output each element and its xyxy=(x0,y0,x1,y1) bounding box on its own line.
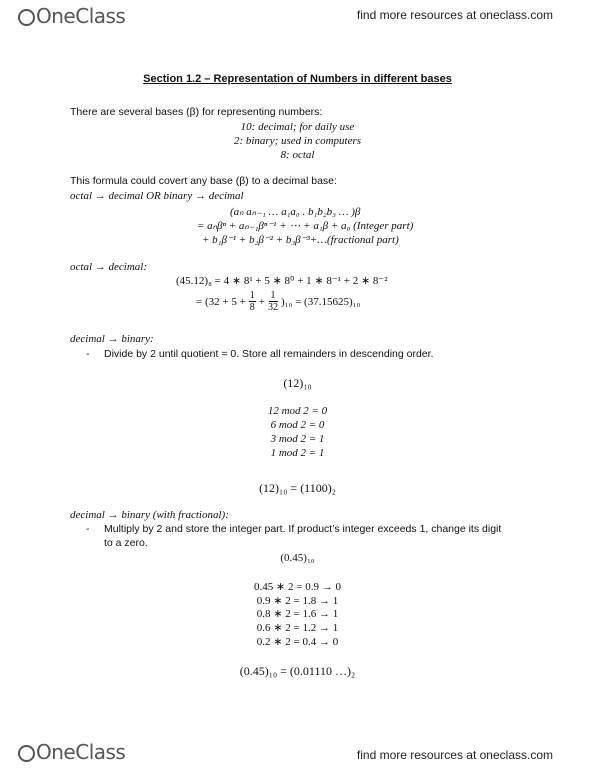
logo-o-icon xyxy=(18,745,35,762)
base-8-line: 8: octal xyxy=(280,149,315,161)
octal-line-2-left: = (32 + 5 + xyxy=(196,295,246,308)
dec-bin-result: (12)₁₀ = (1100)₂ xyxy=(259,481,336,495)
logo-text: OneClass xyxy=(36,4,126,28)
dec-bin-bullet: - Divide by 2 until quotient = 0. Store all remainders in descending order. xyxy=(104,348,433,360)
octal-label: octal → decimal: xyxy=(70,261,147,273)
formula-label: octal → decimal OR binary → decimal xyxy=(70,190,244,202)
octal-line-1: (45.12)₈ = 4 ∗ 8¹ + 5 ∗ 8⁰ + 1 ∗ 8⁻¹ + 2 ∗ 8⁻² xyxy=(176,275,388,287)
dec-bin-step: 12 mod 2 = 0 xyxy=(267,405,328,417)
dec-bin-step: 1 mod 2 = 1 xyxy=(270,447,325,459)
formula-line-2: = aₙβⁿ + aₙ₋₁βⁿ⁻¹ + ⋯ + a₁β + a₀ (Integer part) xyxy=(197,220,414,232)
logo-o-icon xyxy=(18,9,35,26)
fraction-1-32 xyxy=(268,290,278,313)
dec-bin-frac-step: 0.6 ∗ 2 = 1.2 → 1 xyxy=(256,622,339,634)
fraction-2-numerator: 1 xyxy=(270,290,276,301)
dec-bin-start: (12)₁₀ xyxy=(283,376,312,390)
section-title: Section 1.2 – Representation of Numbers in different bases xyxy=(143,73,452,85)
dec-bin-frac-step: 0.8 ∗ 2 = 1.6 → 1 xyxy=(256,608,339,620)
formula-line-1: (aₙ aₙ₋₁ … a₁a₀ . b₁b₂b₃ … )β xyxy=(230,206,361,218)
base-10-line: 10: decimal; for daily use xyxy=(240,121,355,133)
dec-bin-frac-bullet-2: to a zero. xyxy=(104,537,148,549)
oneclass-logo[interactable] xyxy=(18,4,125,28)
fraction-1-8 xyxy=(249,290,256,313)
base-2-line: 2: binary; used in computers xyxy=(233,135,362,147)
dec-bin-frac-label: decimal → binary (with fractional): xyxy=(70,509,229,521)
header-resources-link[interactable]: find more resources at oneclass.com xyxy=(356,8,553,22)
dec-bin-step: 3 mod 2 = 1 xyxy=(270,433,325,445)
dec-bin-label: decimal → binary: xyxy=(70,333,154,345)
fraction-1-numerator: 1 xyxy=(249,290,255,301)
fraction-1-denominator: 8 xyxy=(249,302,255,313)
dec-bin-frac-step: 0.9 ∗ 2 = 1.8 → 1 xyxy=(256,595,339,607)
formula-line-3: + b₁β⁻¹ + b₂β⁻² + b₃β⁻³+…(fractional part) xyxy=(202,234,399,246)
octal-line-2-right: )₁₀ = (37.15625)₁₀ xyxy=(281,295,361,308)
logo-text: OneClass xyxy=(36,740,126,764)
octal-line-2 xyxy=(196,290,360,313)
oneclass-logo[interactable] xyxy=(18,740,125,764)
plus-sign: + xyxy=(258,295,265,308)
formula-intro: This formula could covert any base (β) to a decimal base: xyxy=(70,175,337,187)
fraction-2-denominator: 32 xyxy=(268,302,278,313)
dec-bin-frac-step: 0.45 ∗ 2 = 0.9 → 0 xyxy=(254,581,341,593)
dec-bin-frac-result: (0.45)₁₀ = (0.01110 …)₂ xyxy=(239,664,356,678)
dec-bin-frac-step: 0.2 ∗ 2 = 0.4 → 0 xyxy=(256,636,339,648)
dec-bin-step: 6 mod 2 = 0 xyxy=(270,419,325,431)
bases-intro: There are several bases (β) for representing numbers: xyxy=(70,106,323,118)
dec-bin-frac-bullet-1: - Multiply by 2 and store the integer part. If product’s integer exceeds 1, change its digit xyxy=(104,523,501,535)
footer-resources-link[interactable]: find more resources at oneclass.com xyxy=(356,748,553,762)
dec-bin-frac-start: (0.45)₁₀ xyxy=(280,552,315,564)
